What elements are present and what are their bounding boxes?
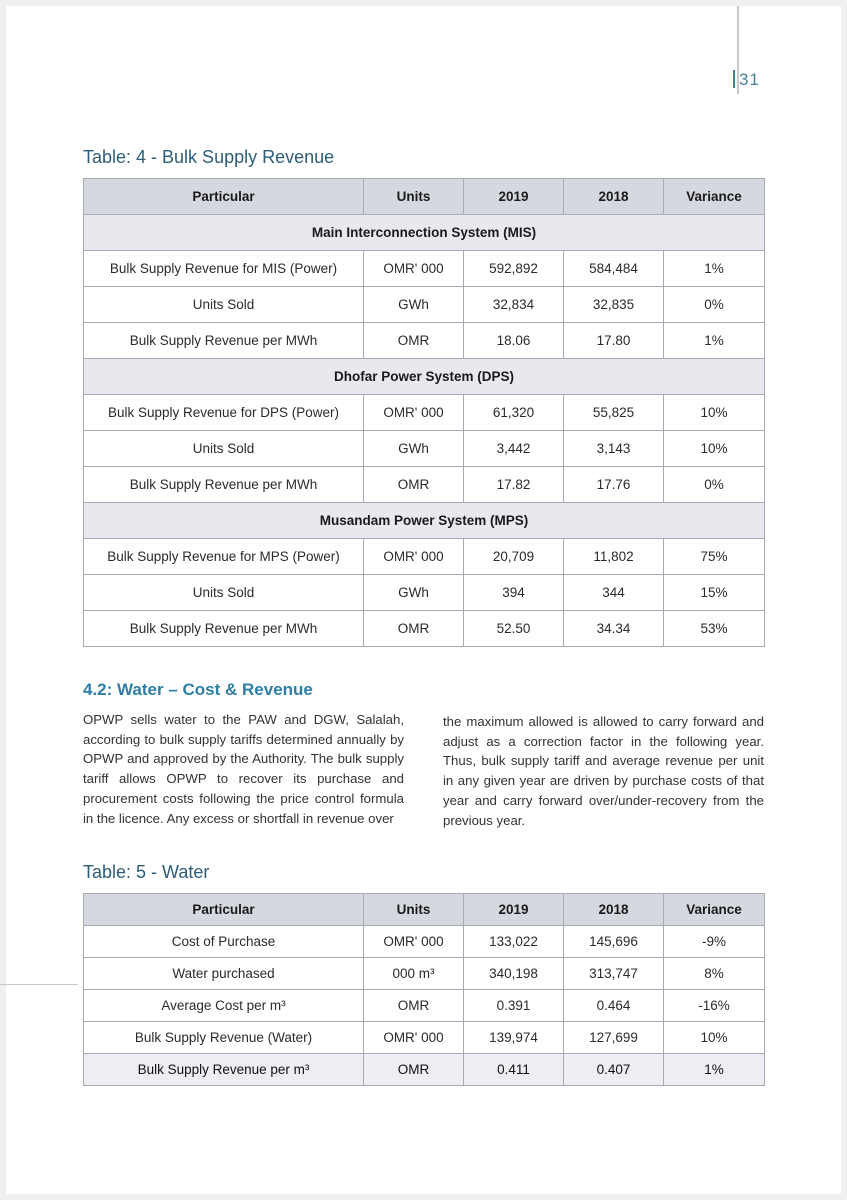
table-cell: GWh bbox=[364, 431, 464, 467]
table-cell: 313,747 bbox=[564, 958, 664, 990]
table-row bbox=[84, 575, 765, 611]
table-cell: 0.464 bbox=[564, 990, 664, 1022]
section-title: Dhofar Power System (DPS) bbox=[84, 359, 765, 395]
bulk-supply-revenue-table bbox=[83, 178, 765, 647]
table-row bbox=[84, 990, 765, 1022]
table-cell: 340,198 bbox=[464, 958, 564, 990]
table-cell: 17.80 bbox=[564, 323, 664, 359]
table-cell: 0.411 bbox=[464, 1054, 564, 1086]
table-cell: 127,699 bbox=[564, 1022, 664, 1054]
body-text-left: OPWP sells water to the PAW and DGW, Salalah, according to bulk supply tariffs determined annually by OPWP and approved by the Authority. The bulk supply tariff allows OPWP to recover its purchase and procurement costs following the price control formula in the licence. Any excess or shortfall in revenue over bbox=[83, 712, 404, 826]
table-cell: 11,802 bbox=[564, 539, 664, 575]
table-cell: -16% bbox=[664, 990, 765, 1022]
table-cell: 1% bbox=[664, 251, 765, 287]
column-header: Particular bbox=[84, 179, 364, 215]
table-cell: 8% bbox=[664, 958, 765, 990]
side-divider bbox=[0, 984, 78, 985]
table-cell: 145,696 bbox=[564, 926, 664, 958]
table-row bbox=[84, 611, 765, 647]
table-cell: 10% bbox=[664, 395, 765, 431]
table-cell: OMR bbox=[364, 1054, 464, 1086]
table-cell: OMR' 000 bbox=[364, 926, 464, 958]
document-page bbox=[6, 6, 841, 1194]
table-cell: Units Sold bbox=[84, 287, 364, 323]
table-cell: GWh bbox=[364, 575, 464, 611]
table-cell: 17.76 bbox=[564, 467, 664, 503]
table-cell: Bulk Supply Revenue per m³ bbox=[84, 1054, 364, 1086]
table-cell: OMR bbox=[364, 467, 464, 503]
column-header: Variance bbox=[664, 179, 765, 215]
table-cell: GWh bbox=[364, 287, 464, 323]
table-cell: 18.06 bbox=[464, 323, 564, 359]
table-cell: 0% bbox=[664, 467, 765, 503]
column-header: 2018 bbox=[564, 894, 664, 926]
table-row bbox=[84, 323, 765, 359]
table-cell: OMR bbox=[364, 611, 464, 647]
table-cell: 52.50 bbox=[464, 611, 564, 647]
table-cell: OMR' 000 bbox=[364, 251, 464, 287]
table-4-caption: Table: 4 - Bulk Supply Revenue bbox=[83, 147, 335, 167]
table-cell: Bulk Supply Revenue for DPS (Power) bbox=[84, 395, 364, 431]
table-cell: Bulk Supply Revenue per MWh bbox=[84, 323, 364, 359]
column-header: Units bbox=[364, 179, 464, 215]
table-cell: OMR' 000 bbox=[364, 1022, 464, 1054]
table-cell: 32,834 bbox=[464, 287, 564, 323]
table-header-row bbox=[84, 894, 765, 926]
table-cell: 139,974 bbox=[464, 1022, 564, 1054]
table-row bbox=[84, 431, 765, 467]
table-cell: Units Sold bbox=[84, 431, 364, 467]
table-cell: 15% bbox=[664, 575, 765, 611]
table-cell: Water purchased bbox=[84, 958, 364, 990]
table-cell: OMR' 000 bbox=[364, 539, 464, 575]
table-cell: Bulk Supply Revenue per MWh bbox=[84, 467, 364, 503]
column-header: Particular bbox=[84, 894, 364, 926]
table-cell: 1% bbox=[664, 323, 765, 359]
section-row bbox=[84, 359, 765, 395]
column-header: 2018 bbox=[564, 179, 664, 215]
table-cell: Bulk Supply Revenue per MWh bbox=[84, 611, 364, 647]
table-cell: 34.34 bbox=[564, 611, 664, 647]
page-number: 31 bbox=[733, 70, 760, 90]
table-cell: 10% bbox=[664, 1022, 765, 1054]
table-row bbox=[84, 395, 765, 431]
table-cell: 394 bbox=[464, 575, 564, 611]
table-cell: -9% bbox=[664, 926, 765, 958]
table-cell: 344 bbox=[564, 575, 664, 611]
table-cell: 55,825 bbox=[564, 395, 664, 431]
table-cell: 0% bbox=[664, 287, 765, 323]
table-cell: 20,709 bbox=[464, 539, 564, 575]
table-cell: 75% bbox=[664, 539, 765, 575]
table-cell: 0.407 bbox=[564, 1054, 664, 1086]
table-cell: Cost of Purchase bbox=[84, 926, 364, 958]
table-cell: 10% bbox=[664, 431, 765, 467]
table-cell: Average Cost per m³ bbox=[84, 990, 364, 1022]
table-cell: 32,835 bbox=[564, 287, 664, 323]
table-cell: Units Sold bbox=[84, 575, 364, 611]
table-cell: 584,484 bbox=[564, 251, 664, 287]
table-row bbox=[84, 287, 765, 323]
table-row bbox=[84, 926, 765, 958]
table-row bbox=[84, 1022, 765, 1054]
table-cell: 53% bbox=[664, 611, 765, 647]
table-cell: OMR' 000 bbox=[364, 395, 464, 431]
section-title: Musandam Power System (MPS) bbox=[84, 503, 765, 539]
table-cell: 000 m³ bbox=[364, 958, 464, 990]
table-5-caption: Table: 5 - Water bbox=[83, 862, 210, 882]
column-header: Variance bbox=[664, 894, 765, 926]
table-cell: 3,143 bbox=[564, 431, 664, 467]
table-cell: 592,892 bbox=[464, 251, 564, 287]
table-cell: 61,320 bbox=[464, 395, 564, 431]
table-row bbox=[84, 958, 765, 990]
body-text-right: the maximum allowed is allowed to carry forward and adjust as a correction factor in the following year. Thus, bulk supply tariff and average revenue per unit in any given year are driven by purchase costs of that year and carry forward over/under-recovery from the previous year. bbox=[443, 714, 764, 828]
section-heading: 4.2: Water – Cost & Revenue bbox=[83, 680, 313, 699]
section-title: Main Interconnection System (MIS) bbox=[84, 215, 765, 251]
column-header: 2019 bbox=[464, 894, 564, 926]
table-cell: Bulk Supply Revenue for MIS (Power) bbox=[84, 251, 364, 287]
table-row bbox=[84, 539, 765, 575]
table-row bbox=[84, 1054, 765, 1086]
section-row bbox=[84, 215, 765, 251]
table-cell: 0.391 bbox=[464, 990, 564, 1022]
table-row bbox=[84, 467, 765, 503]
table-cell: OMR bbox=[364, 323, 464, 359]
table-header-row bbox=[84, 179, 765, 215]
table-cell: OMR bbox=[364, 990, 464, 1022]
table-row bbox=[84, 251, 765, 287]
table-cell: 1% bbox=[664, 1054, 765, 1086]
water-table bbox=[83, 893, 765, 1086]
section-row bbox=[84, 503, 765, 539]
column-header: 2019 bbox=[464, 179, 564, 215]
table-cell: Bulk Supply Revenue (Water) bbox=[84, 1022, 364, 1054]
table-cell: 17.82 bbox=[464, 467, 564, 503]
table-cell: 133,022 bbox=[464, 926, 564, 958]
table-cell: Bulk Supply Revenue for MPS (Power) bbox=[84, 539, 364, 575]
table-cell: 3,442 bbox=[464, 431, 564, 467]
column-header: Units bbox=[364, 894, 464, 926]
